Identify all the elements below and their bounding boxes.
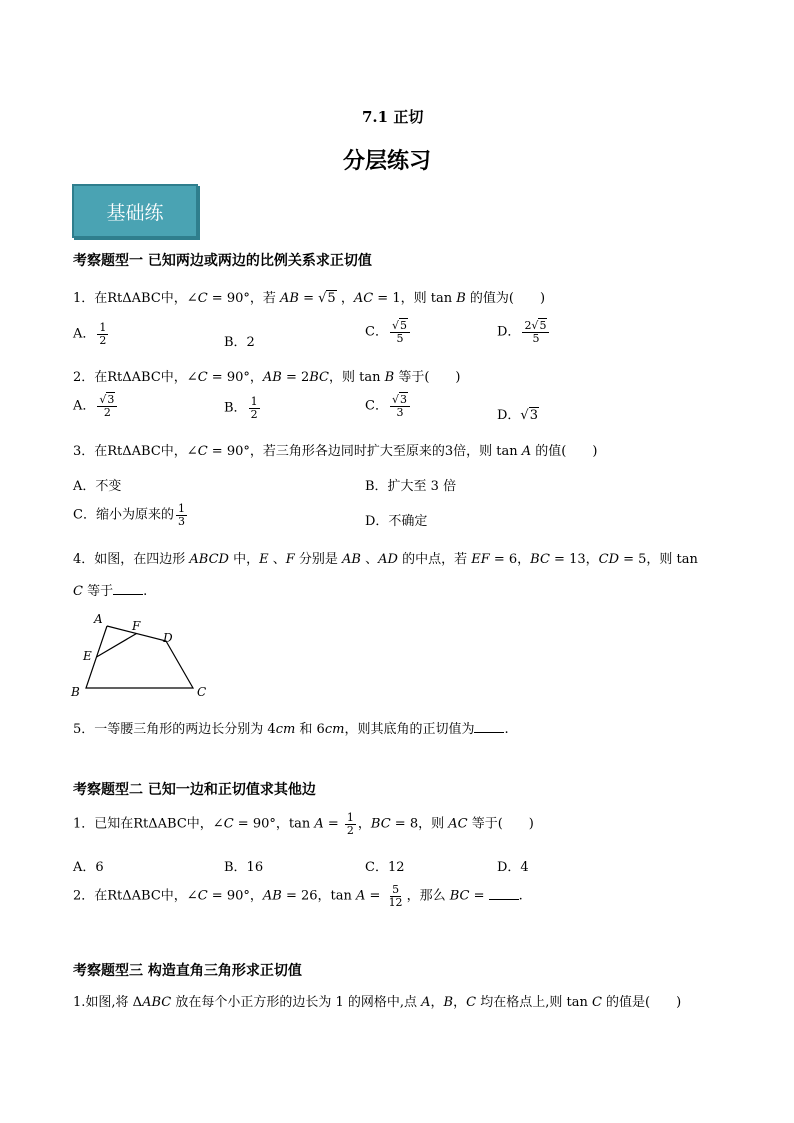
q1-1-option-b: B．2 [224,335,255,350]
q1-1-option-c: C． $\frac{√5}{5}$ [365,320,412,344]
label-a: A [94,612,103,626]
question-3-1: 1.如图,将 ΔABC 放在每个小正方形的边长为 1 的网格中,点 A，B，C 均在格点上,则 tan C 的值是( ) [73,995,682,1010]
q1-2-option-c: C． $\frac{√3}{3}$ [365,394,412,418]
page-title: 7.1 正切 [362,108,424,126]
label-c: C [197,685,207,699]
section-heading-2: 考察题型二 已知一边和正切值求其他边 [73,782,316,798]
label-d: D [163,631,173,645]
q2-1-option-d: D．4 [497,860,529,875]
q1-2-option-a: A． $\frac{√3}{2}$ [73,394,119,418]
q1-1-option-d: D． $\frac{2√5}{5}$ [497,320,551,344]
label-f: F [132,619,141,633]
question-1-5: 5．一等腰三角形的两边长分别为 4cm 和 6cm，则其底角的正切值为 . [73,722,509,737]
label-b: B [71,685,80,699]
section-heading-3: 考察题型三 构造直角三角形求正切值 [73,963,302,979]
label-e: E [83,649,92,663]
q2-1-option-c: C．12 [365,860,405,875]
q1-1-option-a: A． $\frac{1}{2}$ [73,321,107,347]
section-tag [72,184,198,238]
q1-3-option-d: D．不确定 [365,514,428,529]
quadrilateral-figure [66,608,216,700]
section-heading-1: 考察题型一 已知两边或两边的比例关系求正切值 [73,253,372,269]
q1-3-option-a: A．不变 [73,479,122,494]
question-1-2: 2．在RtΔABC中，∠C = 90°，AB = 2BC，则 tan B 等于( ) [73,370,461,385]
section-tag-label: 基础练 [106,201,164,224]
segment-ef [97,634,137,658]
question-1-1: 1．在RtΔABC中，∠C = 90°，若 AB = √5 ，AC = 1，则 tan B 的值为( ) [73,291,546,306]
q2-1-option-b: B．16 [224,860,264,875]
question-1-3: 3．在RtΔABC中，∠C = 90°，若三角形各边同时扩大至原来的3倍，则 tan A 的值( ) [73,444,598,459]
q1-2-option-b: B． $\frac{1}{2}$ [224,395,258,421]
q1-3-option-b: B．扩大至 3 倍 [365,479,457,494]
q1-3-option-c: C．缩小为原来的 $\frac{1}{3}$ [73,502,185,528]
page-subtitle: 分层练习 [343,148,432,174]
question-2-1: 1．已知在RtΔABC中，∠C = 90°，tan A = $\frac{1}{2}$ ，BC = 8，则 AC 等于( ) [73,811,534,837]
question-1-4: 4．如图，在四边形 ABCD 中，E 、F 分别是 AB 、AD 的中点，若 EF = 6，BC = 13，CD = 5，则 tan [73,552,698,567]
q2-1-option-a: A．6 [73,860,104,875]
figure-outline [86,626,193,688]
question-2-2: 2．在RtΔABC中，∠C = 90°，AB = 26，tan A = $\frac{5}{12}$ ，那么 BC = . [73,883,523,909]
question-1-4-cont: C 等于 . [73,584,148,599]
q1-2-option-d: D．√3 [497,408,538,423]
